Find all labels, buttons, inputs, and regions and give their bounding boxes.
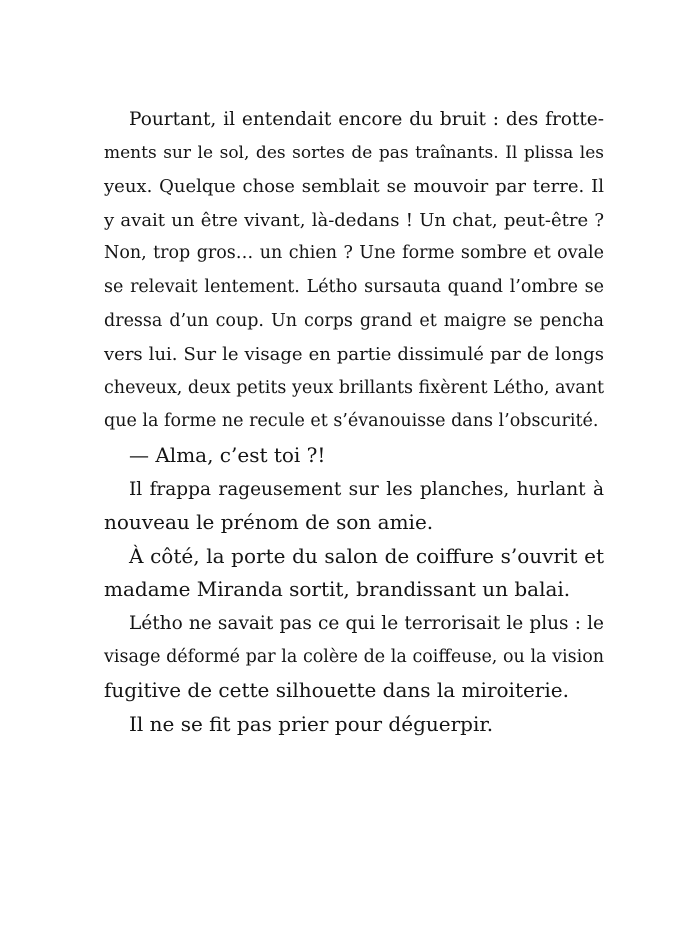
text-line: se relevait lentement. Létho sursauta quand l’ombre se bbox=[104, 276, 604, 297]
text-line: Il ne se fit pas prier pour déguerpir. bbox=[129, 711, 494, 736]
text-line: ments sur le sol, des sortes de pas traînants. Il plissa les bbox=[104, 142, 604, 163]
text-line: dressa d’un coup. Un corps grand et maigre se pencha bbox=[104, 310, 604, 331]
text-line: y avait un être vivant, là-dedans ! Un chat, peut-être ? bbox=[104, 209, 604, 231]
text-line: fugitive de cette silhouette dans la miroiterie. bbox=[104, 678, 569, 703]
dialogue-line: — Alma, c’est toi ?! bbox=[129, 442, 326, 467]
body-text bbox=[104, 103, 604, 741]
text-line: Non, trop gros… un chien ? Une forme sombre et ovale bbox=[104, 243, 604, 264]
text-line: yeux. Quelque chose semblait se mouvoir par terre. Il bbox=[104, 176, 604, 198]
text-line: que la forme ne recule et s’évanouisse dans l’obscurité. bbox=[104, 411, 599, 432]
text-line: cheveux, deux petits yeux brillants fixèrent Létho, avant bbox=[104, 377, 605, 398]
text-line: Pourtant, il entendait encore du bruit : des frotte- bbox=[129, 109, 604, 130]
text-line: Il frappa rageusement sur les planches, hurlant à bbox=[129, 478, 604, 500]
text-line: visage déformé par la colère de la coiffeuse, ou la vision bbox=[104, 646, 604, 667]
text-line: Létho ne savait pas ce qui le terrorisait le plus : le bbox=[129, 612, 604, 634]
text-line: À côté, la porte du salon de coiffure s’ouvrit et bbox=[129, 543, 604, 568]
text-line: vers lui. Sur le visage en partie dissimulé par de longs bbox=[104, 344, 604, 366]
text-line: madame Miranda sortit, brandissant un balai. bbox=[104, 577, 571, 602]
text-line: nouveau le prénom de son amie. bbox=[104, 510, 434, 535]
